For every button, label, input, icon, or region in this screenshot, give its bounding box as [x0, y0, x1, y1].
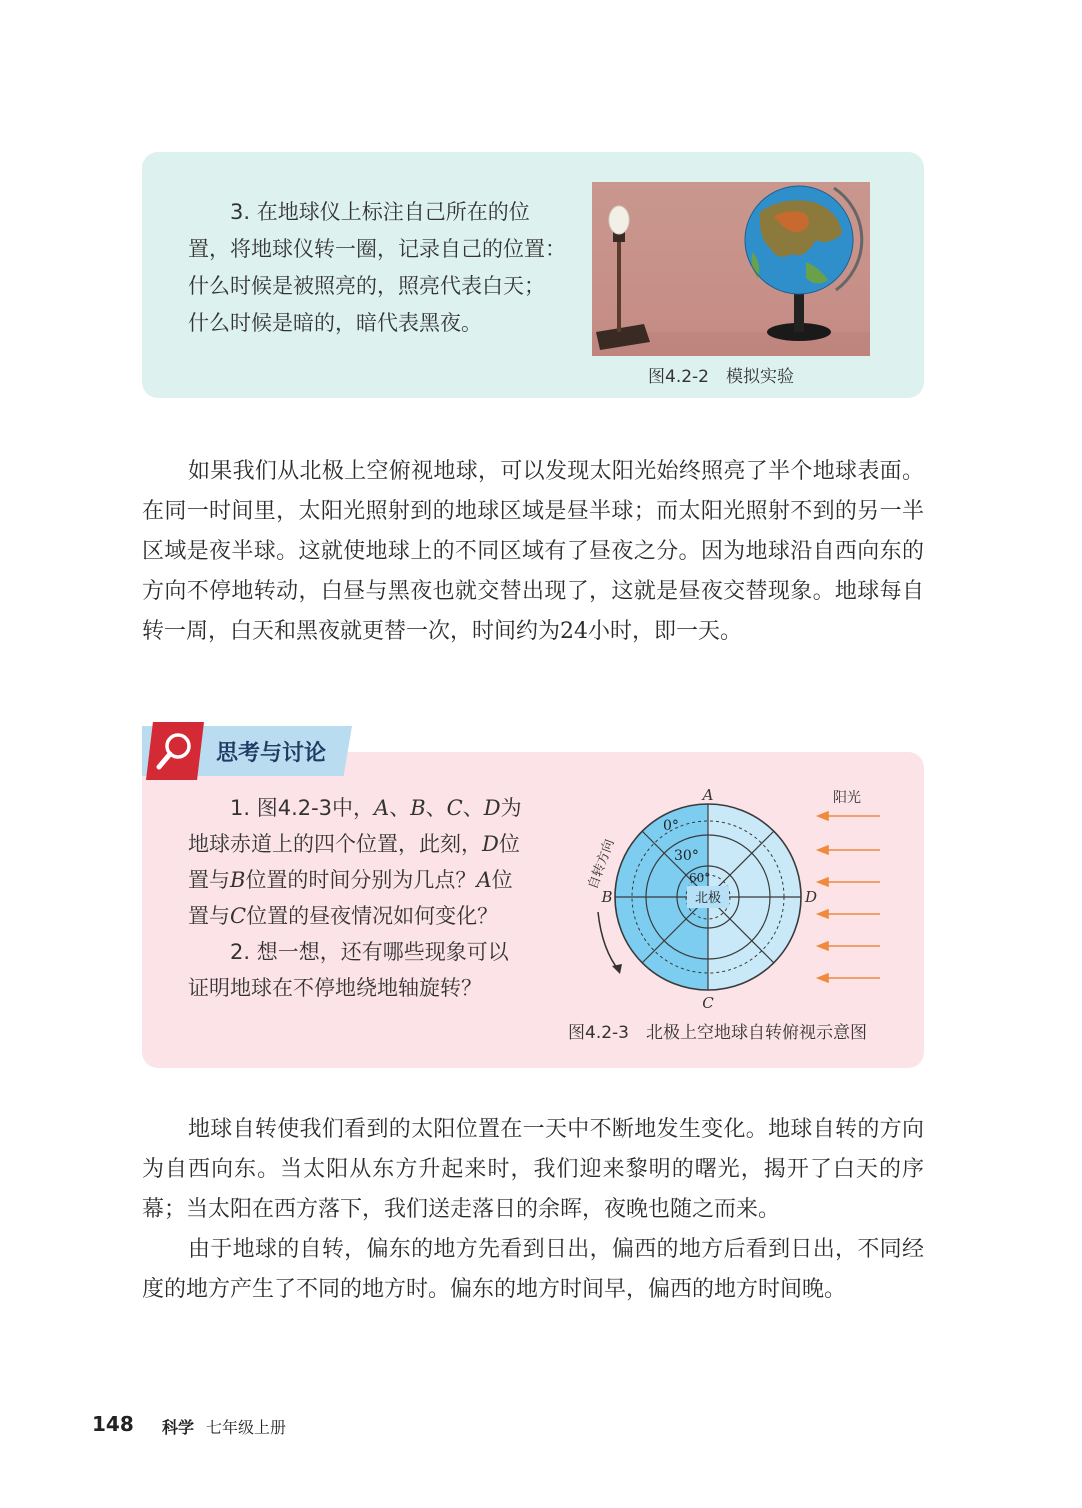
rotation-arrow-icon	[598, 912, 620, 972]
magnifier-icon	[146, 722, 204, 780]
think-questions	[188, 790, 523, 1006]
think-discuss-title: 思考与讨论	[216, 741, 327, 766]
subject-label: 科学	[162, 1418, 195, 1437]
label-0-degree: 0°	[663, 818, 679, 834]
experiment-line-4: 什么时候是暗的，暗代表黑夜。	[188, 311, 482, 335]
page-number: 148	[92, 1412, 134, 1436]
paragraph-3-text: 由于地球的自转，偏东的地方先看到日出，偏西的地方后看到日出，不同经度的地方产生了不同的地方时。偏东的地方时间早，偏西的地方时间晚。	[142, 1237, 924, 1302]
lamp-and-globe-illustration	[592, 182, 870, 356]
label-rotation-direction: 自转方向	[585, 837, 618, 892]
experiment-text	[188, 194, 568, 342]
label-c: C	[702, 994, 714, 1012]
experiment-line-2: 置，将地球仪转一圈，记录自己的位置：	[188, 237, 566, 261]
label-30-degree: 30°	[674, 848, 699, 864]
sunlight-arrows	[818, 812, 880, 982]
experiment-line-3: 什么时候是被照亮的，照亮代表白天；	[188, 274, 545, 298]
label-north-pole: 北极	[694, 891, 722, 906]
label-a: A	[702, 786, 714, 804]
label-60-degree: 60°	[689, 871, 711, 885]
book-title	[162, 1415, 286, 1438]
paragraph-rotation	[142, 1110, 924, 1310]
magnifier-icon-badge	[146, 722, 204, 780]
figure-caption-4-2-3: 图4.2-3 北极上空地球自转俯视示意图	[568, 1023, 867, 1043]
question-1: 1. 图4.2-3中，A、B、C、D为地球赤道上的四个位置，此刻，D位置与B位置的时间分别为几点？A位置与C位置的昼夜情况如何变化？	[188, 796, 522, 928]
book-label: 七年级上册	[206, 1418, 287, 1437]
experiment-line-1: 3. 在地球仪上标注自己所在的位	[230, 200, 530, 224]
label-b: B	[601, 888, 613, 906]
question-2: 2. 想一想，还有哪些现象可以证明地球在不停地绕地轴旋转？	[188, 940, 509, 1000]
label-sunlight: 阳光	[833, 790, 861, 806]
paragraph-day-night	[142, 452, 924, 652]
earth-rotation-diagram	[560, 780, 900, 1016]
paragraph-1-text: 如果我们从北极上空俯视地球，可以发现太阳光始终照亮了半个地球表面。在同一时间里，太阳光照射到的地球区域是昼半球；而太阳光照射不到的另一半区域是夜半球。这就使地球上的不同区域有了昼夜之分。因为地球沿自西向东的方向不停地转动，白昼与黑夜也就交替出现了，这就是昼夜交替现象。地球每自转一周，白天和黑夜就更替一次，时间约为24小时，即一天。	[142, 459, 924, 644]
label-d: D	[804, 888, 818, 906]
paragraph-2-text: 地球自转使我们看到的太阳位置在一天中不断地发生变化。地球自转的方向为自西向东。当太阳从东方升起来时，我们迎来黎明的曙光，揭开了白天的序幕；当太阳在西方落下，我们送走落日的余晖，夜晚也随之而来。	[142, 1117, 924, 1222]
figure-caption-4-2-2: 图4.2-2 模拟实验	[648, 367, 794, 387]
simulation-photo	[592, 182, 870, 356]
